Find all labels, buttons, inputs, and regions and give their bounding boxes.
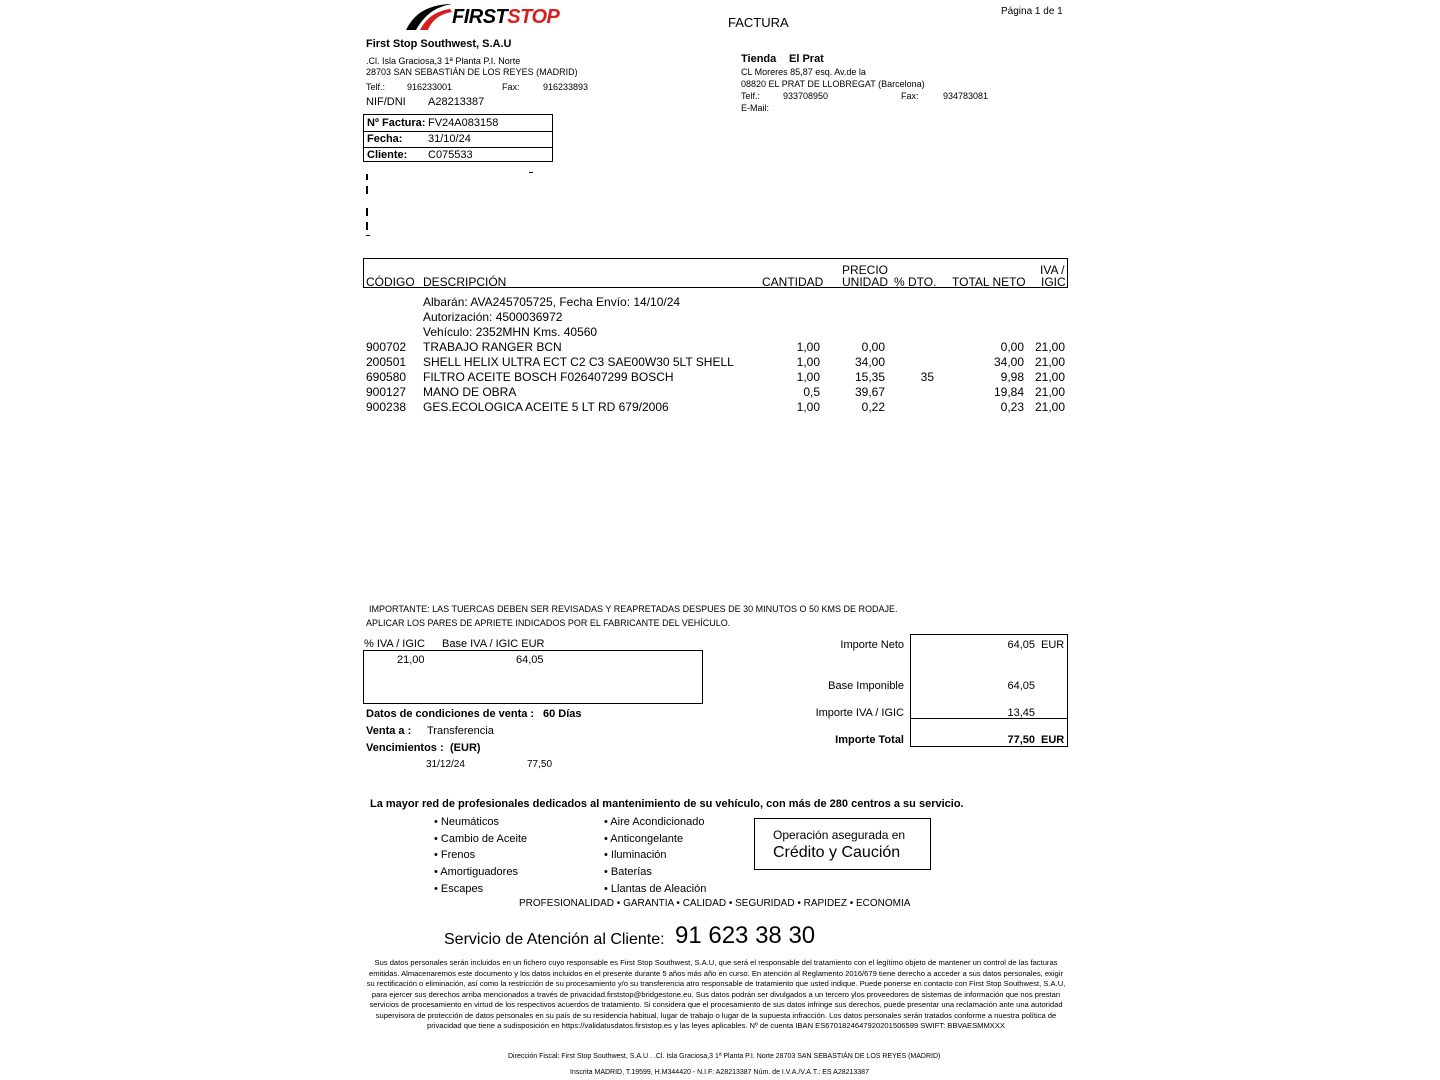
due-amount: 77,50 [527, 759, 553, 770]
row-vat: 21,00 [1034, 400, 1065, 414]
row-total: 9,98 [1000, 370, 1024, 384]
row-description: FILTRO ACEITE BOSCH F026407299 BOSCH [423, 370, 674, 384]
col-total: TOTAL NETO [952, 275, 1026, 289]
important-line-2: APLICAR LOS PARES DE APRIETE INDICADOS POR EL FABRICANTE DEL VEHÍCULO. [366, 618, 731, 628]
page-info: Página 1 de 1 [1001, 6, 1063, 17]
col-code: CÓDIGO [366, 275, 415, 289]
total-currency: EUR [1041, 734, 1065, 746]
tax-rate-label: % IVA / IGIC [364, 638, 425, 650]
due-currency: (EUR) [450, 742, 481, 754]
note-vehiculo: Vehículo: 2352MHN Kms. 40560 [423, 325, 598, 339]
invoice-number-label: Nº Factura: [367, 117, 426, 129]
tax-rate: 21,00 [397, 654, 425, 666]
company-address-1: .Cl. Isla Graciosa,3 1ª Planta P.I. Norte [366, 56, 521, 66]
insurance-line-1: Operación asegurada en [773, 828, 906, 842]
tax-base: 64,05 [516, 654, 544, 666]
row-code: 690580 [366, 370, 407, 384]
company-nif: A28213387 [428, 96, 485, 108]
redaction-mark [529, 172, 533, 173]
row-quantity: 0,5 [803, 385, 820, 399]
net-label: Importe Neto [840, 639, 904, 651]
service-item: • Anticongelante [604, 833, 684, 845]
invoice-date: 31/10/24 [428, 133, 471, 145]
total-value: 77,50 [1007, 734, 1035, 746]
service-item: • Amortiguadores [434, 866, 518, 878]
note-albaran: Albarán: AVA245705725, Fecha Envío: 14/10/24 [423, 295, 681, 309]
col-vat-bottom: IGIC [1041, 275, 1066, 289]
invoice-date-label: Fecha: [367, 133, 403, 145]
vat-value: 13,45 [1007, 707, 1035, 719]
company-tel-label: Telf.: [366, 82, 386, 92]
row-quantity: 1,00 [796, 355, 820, 369]
service-label: Servicio de Atención al Cliente: [444, 931, 665, 948]
row-code: 900238 [366, 400, 407, 414]
row-total: 0,00 [1000, 340, 1024, 354]
company-fax: 916233893 [543, 82, 589, 92]
items-table-header [363, 258, 1068, 288]
brand-wordmark [452, 6, 559, 29]
service-item: • Iluminación [604, 849, 667, 861]
row-vat: 21,00 [1034, 385, 1065, 399]
row-quantity: 1,00 [796, 400, 820, 414]
service-item: • Aire Acondicionado [604, 816, 705, 828]
col-vat-top: IVA / [1040, 263, 1065, 277]
note-autorizacion: Autorización: 4500036972 [423, 310, 563, 324]
row-price: 34,00 [854, 355, 885, 369]
company-nif-label: NIF/DNI [366, 96, 406, 108]
promo-values: PROFESIONALIDAD • GARANTIA • CALIDAD • SEGURIDAD • RAPIDEZ • ECONOMIA [519, 898, 911, 909]
redaction-mark [366, 174, 368, 180]
store-fax-label: Fax: [901, 91, 919, 101]
row-description: TRABAJO RANGER BCN [423, 340, 562, 354]
store-email-label: E-Mail: [741, 103, 770, 113]
row-vat: 21,00 [1034, 370, 1065, 384]
promo-headline: La mayor red de profesionales dedicados al mantenimiento de su vehículo, con más de 280 centros a su servicio. [370, 798, 964, 810]
service-item: • Baterías [604, 866, 652, 878]
sale-conditions-value: 60 Días [543, 708, 582, 720]
redaction-mark [366, 186, 368, 194]
row-total: 19,84 [993, 385, 1024, 399]
row-description: MANO DE OBRA [423, 385, 517, 399]
redaction-mark [366, 222, 368, 230]
service-item: • Llantas de Aleación [604, 883, 707, 895]
invoice-number-row [364, 115, 552, 132]
invoice-client-label: Cliente: [367, 149, 408, 161]
row-price: 15,35 [854, 370, 885, 384]
row-description: SHELL HELIX ULTRA ECT C2 C3 SAE00W30 5LT SHELL [423, 355, 734, 369]
col-price-bottom: UNIDAD [842, 275, 889, 289]
important-line-1: IMPORTANTE: LAS TUERCAS DEBEN SER REVISADAS Y REAPRETADAS DESPUES DE 30 MINUTOS O 50 KMS DE RODAJE. [369, 604, 898, 614]
row-price: 0,00 [861, 340, 885, 354]
row-vat: 21,00 [1034, 340, 1065, 354]
store-label: Tienda [741, 53, 777, 65]
footer-address: Dirección Fiscal: First Stop Southwest, S.A.U . .Cl. Isla Graciosa,3 1ª Planta P.I. Norte 28703 SAN SEBASTIÁN DE LOS REYES (MADRID) [508, 1053, 941, 1060]
col-quantity: CANTIDAD [762, 275, 824, 289]
store-tel-label: Telf.: [741, 91, 761, 101]
brand-first: FIRST [452, 6, 508, 28]
redaction-mark [366, 208, 368, 216]
row-quantity: 1,00 [796, 340, 820, 354]
sale-conditions-label: Datos de condiciones de venta : [366, 708, 535, 720]
row-discount: 35 [920, 370, 934, 384]
store-tel: 933708950 [783, 91, 829, 101]
service-item: • Neumáticos [434, 816, 499, 828]
store-name: El Prat [789, 53, 824, 65]
store-address-2: 08820 EL PRAT DE LLOBREGAT (Barcelona) [741, 79, 925, 89]
legal-text: Sus datos personales serán incluidos en un fichero cuyo responsable es First Stop Southwest, S.A.U, que será el responsable del tratamiento con el legítimo objeto de mantener un control de las facturas emitidas. Almacenaremos este documento y los datos incluidos en el presente durante 5 años más año en curso. En atención al Reglamento 2016/679 tiene derecho a acceder a sus datos personales, exigir su rectificación o eliminación, así como la restricción de su procesamiento y/o su transferencia atro responsable de tratamiento que usted indique. Puede ponerse en contacto con First Stop Southwest, S.A.U, para ejercer sus derechos arriba mencionados a través de privacidad.firststop@bridgestone.eu. Sus datos podrán ser divulgados a un tercero ylos proveedores de sistemas de información que nos prestan servicios de procesamiento en virtud de los respectivos acuerdos de tratamiento. Si considera que el procesamiento de sus datos infringe sus derechos, puede presentar una reclamación ante una autoridad supervisora de protección de datos personales en su país de su residencia habitual, lugar de trabajo o lugar de la supuesta infracción. Los datos personales serán tratados conforme a nuestra política de privacidad que tiene a sudisposición en https://validatusdatos.firststop.es y las leyes aplicables. Nº de cuenta IBAN ES6701824647920201506599 SWIFT: BBVAESMMXXX [366, 958, 1066, 1030]
total-label: Importe Total [835, 734, 904, 746]
insurance-box [754, 818, 931, 870]
company-tel: 916233001 [407, 82, 453, 92]
col-description: DESCRIPCIÓN [423, 275, 507, 289]
row-price: 0,22 [861, 400, 885, 414]
footer-registry: Inscrita MADRID, T.19599, H.M344420 - N.I.F: A28213387 Núm. de I.V.A./V.A.T.: ES A28213387 [570, 1069, 869, 1076]
col-discount: % DTO. [894, 275, 937, 289]
venta-value: Transferencia [427, 725, 494, 737]
row-code: 200501 [366, 355, 407, 369]
company-fax-label: Fax: [502, 82, 520, 92]
row-description: GES.ECOLOGICA ACEITE 5 LT RD 679/2006 [423, 400, 669, 414]
row-code: 900702 [366, 340, 407, 354]
net-currency: EUR [1041, 639, 1065, 651]
service-item: • Frenos [434, 849, 476, 861]
row-total: 0,23 [1000, 400, 1024, 414]
store-fax: 934783081 [943, 91, 989, 101]
net-value: 64,05 [1007, 639, 1035, 651]
row-vat: 21,00 [1034, 355, 1065, 369]
invoice-client-row [364, 147, 552, 163]
brand-stop: STOP [507, 6, 560, 28]
service-item: • Cambio de Aceite [434, 833, 528, 845]
invoice-number: FV24A083158 [428, 117, 499, 129]
col-price-top: PRECIO [842, 263, 889, 277]
row-quantity: 1,00 [796, 370, 820, 384]
insurance-line-2: Crédito y Caución [773, 844, 901, 861]
tax-base-label: Base IVA / IGIC EUR [442, 638, 545, 650]
venta-label: Venta a : [366, 725, 412, 737]
due-date: 31/12/24 [426, 759, 465, 770]
document-title: FACTURA [728, 15, 789, 30]
company-address-2: 28703 SAN SEBASTIÁN DE LOS REYES (MADRID) [366, 67, 578, 77]
invoice-date-row [364, 131, 552, 148]
company-name: First Stop Southwest, S.A.U [366, 38, 512, 50]
row-total: 34,00 [993, 355, 1024, 369]
store-address-1: CL Moreres 85,87 esq. Av.de la [741, 67, 866, 77]
invoice-id-box [363, 114, 553, 162]
service-phone: 91 623 38 30 [675, 922, 816, 949]
row-code: 900127 [366, 385, 407, 399]
service-item: • Escapes [434, 883, 484, 895]
row-price: 39,67 [854, 385, 885, 399]
base-value: 64,05 [1007, 680, 1035, 692]
vat-label: Importe IVA / IGIC [815, 707, 904, 719]
invoice-client: C075533 [428, 149, 473, 161]
base-label: Base Imponible [828, 680, 904, 692]
due-label: Vencimientos : [366, 742, 444, 754]
redaction-mark [366, 235, 370, 236]
